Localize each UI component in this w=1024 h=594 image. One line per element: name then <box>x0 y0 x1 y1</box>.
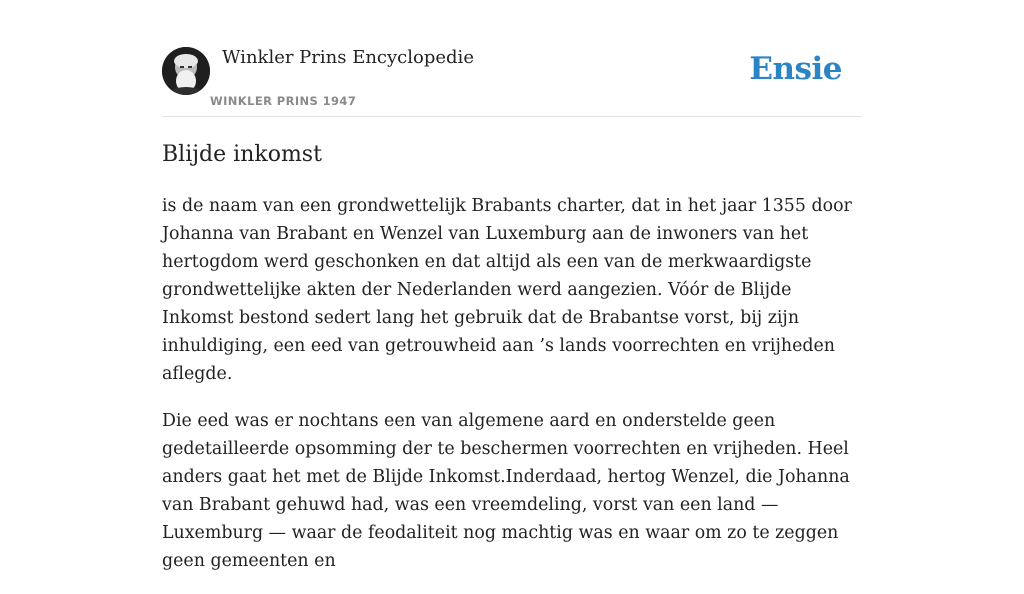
article-body <box>162 192 862 594</box>
avatar[interactable] <box>162 47 210 95</box>
article-paragraph: is de naam van een grondwettelijk Brabants charter, dat in het jaar 1355 door Johanna van Brabant en Wenzel van Luxemburg aan de inwoners van het hertogdom werd geschonken en dat altijd als een van de merkwaardigste grondwettelijke akten der Nederlanden werd aangezien. Vóór de Blijde Inkomst bestond sedert lang het gebruik dat de Brabantse vorst, bij zijn inhuldiging, een eed van getrouwheid aan ’s lands voorrechten en vrijheden aflegde. <box>162 196 852 384</box>
header <box>162 0 862 117</box>
article-paragraph: Die eed was er nochtans een van algemene aard en onderstelde geen gedetailleerde opsomming der te beschermen voorrechten en vrijheden. Heel anders gaat het met de Blijde Inkomst.Inderdaad, hertog Wenzel, die Johanna van Brabant gehuwd had, was een vreemdeling, vorst van een land — Luxemburg — waar de feodaliteit nog machtig was en waar om zo te zeggen geen gemeenten en <box>162 411 850 571</box>
page <box>162 0 862 571</box>
brand-logo[interactable]: Ensie <box>749 51 842 87</box>
portrait-avatar-icon <box>162 47 210 95</box>
source-name[interactable]: Winkler Prins Encyclopedie <box>222 47 474 68</box>
source-subtitle[interactable]: WINKLER PRINS 1947 <box>210 94 357 108</box>
article-title: Blijde inkomst <box>162 142 322 167</box>
